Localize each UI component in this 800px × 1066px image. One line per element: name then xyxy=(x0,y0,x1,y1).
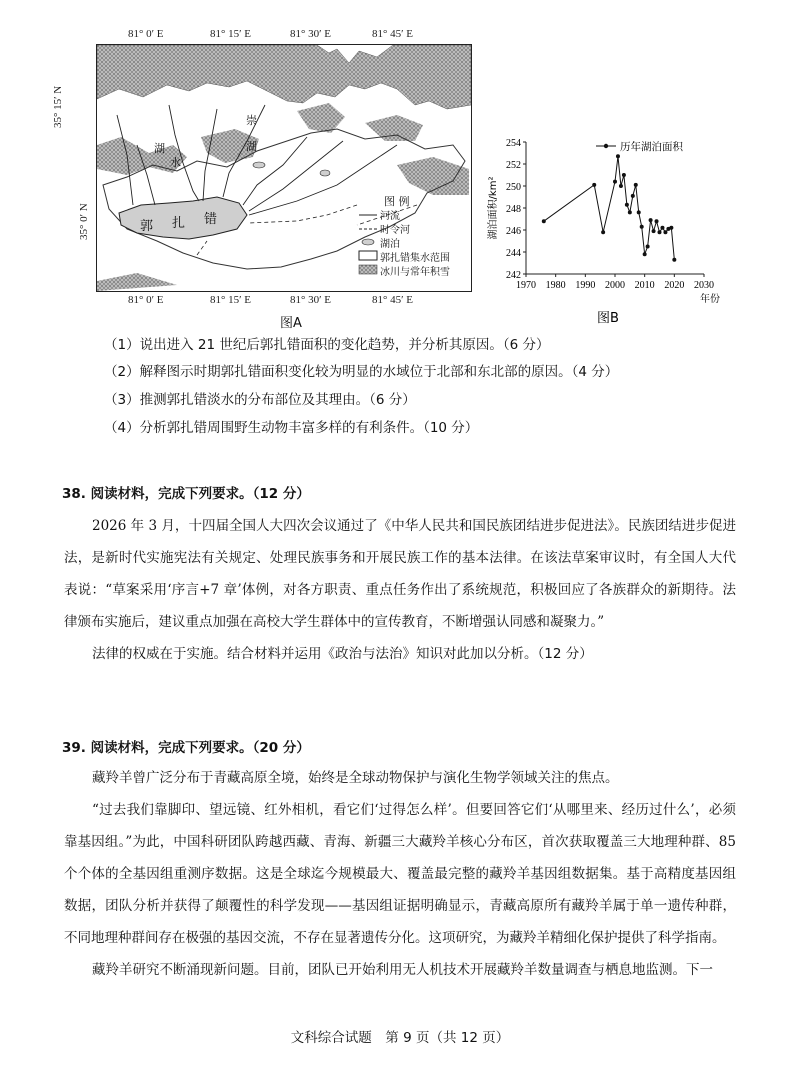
question-39-paragraph: “过去我们靠脚印、望远镜、红外相机，看它们‘过得怎么样’。但要回答它们‘从哪里来、经历过什么’，必须靠基因组。”为此，中国科研团队跨越西藏、青海、新疆三大藏羚羊核心分布区，首次获取覆盖三大地理种群、85 个个体的全基因组重测序数据。这是全球迄今规模最大、覆盖最完整的藏羚羊基因组数据集。基于高精度基因组数据，团队分析并获得了颠覆性的科学发现——基因组证据明确显示，青藏高原所有藏羚羊属于单一遗传种群，不同地理种群间存在极强的基因交流，不存在显著遗传分化。这项研究，为藏羚羊精细化保护提供了科学指南。 xyxy=(64,802,736,946)
top-coord: 81° 30′ E xyxy=(290,28,332,40)
legend-marker xyxy=(604,144,608,148)
data-point xyxy=(628,210,632,214)
top-coord: 81° 15′ E xyxy=(210,28,252,40)
question-39-material xyxy=(64,762,736,986)
data-point xyxy=(619,184,623,188)
data-point xyxy=(652,229,656,233)
data-point xyxy=(634,183,638,187)
data-point xyxy=(646,245,650,249)
data-point xyxy=(542,219,546,223)
x-tick-label: 1980 xyxy=(545,280,566,291)
data-point xyxy=(643,252,647,256)
glacier-area xyxy=(397,157,469,195)
y-tick-label: 248 xyxy=(506,204,521,215)
data-point xyxy=(672,258,676,262)
left-coord: 35° 15′ N xyxy=(52,85,64,128)
glacier-area xyxy=(97,273,177,291)
data-point xyxy=(613,180,617,184)
x-axis-label: 年份 xyxy=(700,294,720,305)
question-39-paragraph: 藏羚羊曾广泛分布于青藏高原全境，始终是全球动物保护与演化生物学领域关注的焦点。 xyxy=(92,770,619,786)
x-tick-label: 1990 xyxy=(575,280,596,291)
place-label: 崇 xyxy=(246,114,257,127)
question-38-heading: 38. 阅读材料，完成下列要求。（12 分） xyxy=(62,486,310,502)
y-tick-label: 246 xyxy=(506,226,521,237)
x-tick-label: 2010 xyxy=(634,280,655,291)
lake-label: 错 xyxy=(204,212,218,227)
bottom-coord: 81° 30′ E xyxy=(290,294,332,306)
data-point xyxy=(622,173,626,177)
data-point xyxy=(658,230,662,234)
question-38-paragraph: 2026 年 3 月，十四届全国人大四次会议通过了《中华人民共和国民族团结进步促进法》。民族团结进步促进法，是新时代实施宪法有关规定、处理民族事务和开展民族工作的基本法律。在该法草案审议时，有全国人大代表说：“草案采用‘序言+7 章’体例，对各方职责、重点任务作出了系统规范，积极回应了各族群众的新期待。法律颁布实施后，建议重点加强在高校大学生群体中的宣传教育，不断增强认同感和凝聚力。” xyxy=(64,518,736,630)
question-39-paragraph: 藏羚羊研究不断涌现新问题。目前，团队已开始利用无人机技术开展藏羚羊数量调查与栖息地监测。下一 xyxy=(92,962,713,978)
glacier-area xyxy=(297,103,345,133)
data-point xyxy=(655,219,659,223)
x-tick-label: 2030 xyxy=(694,280,714,291)
question-37-3: （3）推测郭扎错淡水的分布部位及其理由。（6 分） xyxy=(104,392,416,408)
data-point xyxy=(649,218,653,222)
legend-title: 图 例 xyxy=(384,195,410,208)
glacier-area xyxy=(365,115,423,141)
data-point xyxy=(625,203,629,207)
bottom-coord: 81° 0′ E xyxy=(128,294,164,306)
data-point xyxy=(631,194,635,198)
place-label: 湖 xyxy=(154,142,165,155)
map-figure xyxy=(0,0,480,330)
data-point xyxy=(669,226,673,230)
lake-label: 扎 xyxy=(172,216,186,231)
figure-a-caption: 图A xyxy=(280,316,302,331)
x-tick-label: 2020 xyxy=(664,280,685,291)
series-line xyxy=(544,156,675,259)
small-lake xyxy=(253,162,265,168)
question-38-task: 法律的权威在于实施。结合材料并运用《政治与法治》知识对此加以分析。（12 分） xyxy=(92,646,593,662)
place-label: 水 xyxy=(170,156,181,169)
lake-area-chart xyxy=(478,126,738,336)
question-37-1: （1）说出进入 21 世纪后郭扎错面积的变化趋势，并分析其原因。（6 分） xyxy=(104,337,550,353)
legend-item: 湖泊 xyxy=(380,239,400,250)
place-label: 湖 xyxy=(246,140,257,153)
legend-item: 冰川与常年积雪 xyxy=(380,267,450,278)
question-37-2: （2）解释图示时期郭扎错面积变化较为明显的水域位于北部和东北部的原因。（4 分） xyxy=(104,364,619,380)
question-37-4: （4）分析郭扎错周围野生动物丰富多样的有利条件。（10 分） xyxy=(104,420,479,436)
y-axis-label: 湖泊面积/km² xyxy=(488,176,499,240)
y-tick-label: 250 xyxy=(506,182,521,193)
question-38-material xyxy=(64,510,736,670)
legend-item: 郭扎错集水范围 xyxy=(380,253,450,264)
data-point xyxy=(616,154,620,158)
page-footer: 文科综合试题 第 9 页（共 12 页） xyxy=(290,1030,510,1046)
data-point xyxy=(592,183,596,187)
left-coord: 35° 0′ N xyxy=(78,203,90,240)
data-point xyxy=(640,225,644,229)
data-point xyxy=(637,210,641,214)
bottom-coord: 81° 15′ E xyxy=(210,294,252,306)
x-tick-label: 1970 xyxy=(516,280,536,291)
data-point xyxy=(601,230,605,234)
area-chart-figure xyxy=(478,126,738,336)
y-tick-label: 252 xyxy=(506,160,521,171)
legend-item: 时令河 xyxy=(380,225,410,236)
legend-label: 历年湖泊面积 xyxy=(620,141,683,153)
glacier-area xyxy=(97,45,471,109)
legend-item: 河流 xyxy=(380,211,400,222)
x-tick-label: 2000 xyxy=(605,280,625,291)
question-39-heading: 39. 阅读材料，完成下列要求。（20 分） xyxy=(62,740,310,756)
top-coord: 81° 0′ E xyxy=(128,28,164,40)
lake-label: 郭 xyxy=(140,219,154,234)
y-tick-label: 244 xyxy=(506,248,521,259)
y-tick-label: 254 xyxy=(506,138,521,149)
bottom-coord: 81° 45′ E xyxy=(372,294,414,306)
data-point xyxy=(663,230,667,234)
figure-b-caption: 图B xyxy=(597,311,619,326)
small-lake xyxy=(320,170,330,176)
data-point xyxy=(660,226,664,230)
top-coord: 81° 45′ E xyxy=(372,28,414,40)
y-tick-label: 242 xyxy=(506,270,521,281)
